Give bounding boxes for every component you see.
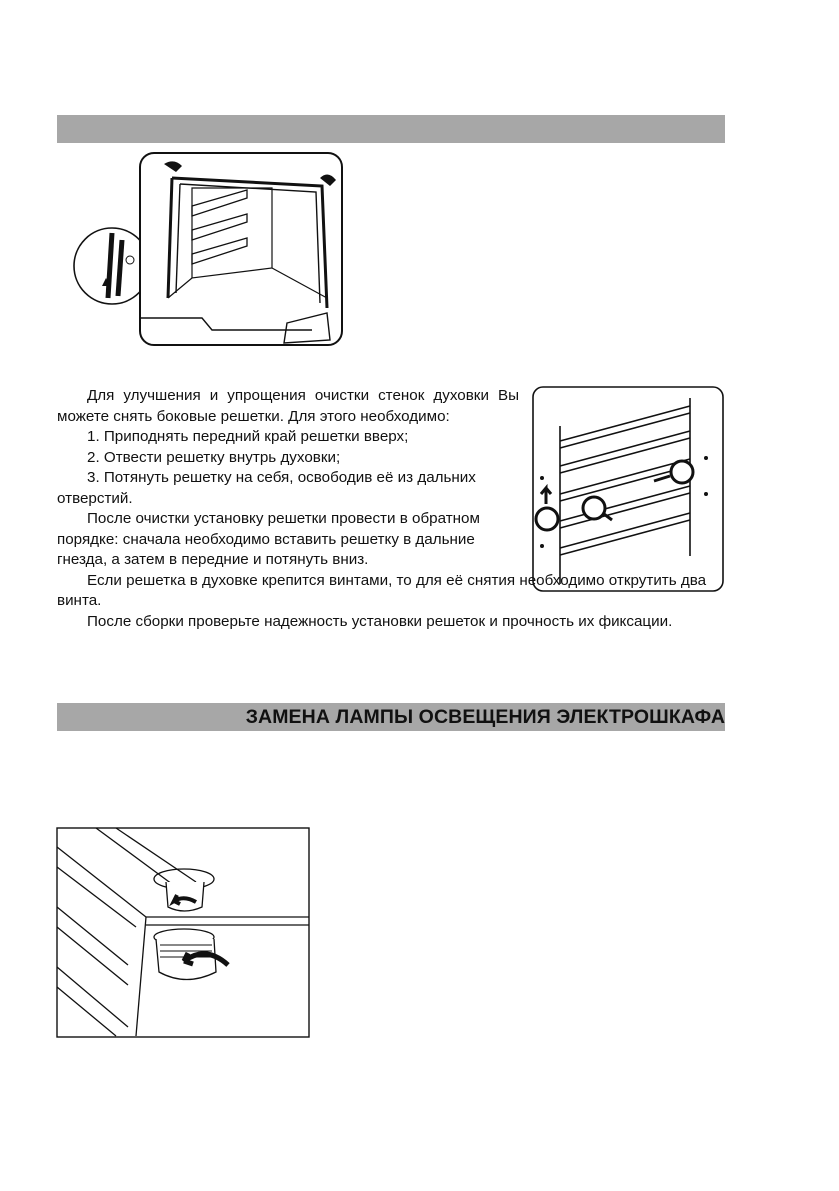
section-header-bar-lamp <box>57 703 725 731</box>
section-header-bar <box>57 115 725 143</box>
paragraph-screws: Если решетка в духовке крепится винтами, то для её снятия необходимо открутить два винта. <box>57 571 707 609</box>
section-title-lamp: ЗАМЕНА ЛАМПЫ ОСВЕЩЕНИЯ ЭЛЕКТРОШКАФА <box>245 706 725 728</box>
oven-interior-illustration <box>72 148 352 350</box>
step-2: 2. Отвести решетку внутрь духовки; <box>87 448 341 466</box>
step-3: 3. Потянуть решетку на себя, освободив её из дальних отверстий. <box>57 469 476 507</box>
paragraph-intro: Для улучшения и упрощения очистки стенок духовки Вы можете снять боковые решетки. Для этого необходимо: <box>57 387 519 425</box>
step-1: 1. Приподнять передний край решетки вверх; <box>87 428 409 445</box>
rack-cleaning-instructions <box>57 386 727 632</box>
paragraph-reassembly: После очистки установку решетки провести в обратном порядке: сначала необходимо вставить решетку в дальние гнезда, а затем в передние и потянуть вниз. <box>57 510 480 568</box>
paragraph-check: После сборки проверьте надежность установки решеток и прочность их фиксации. <box>87 612 673 630</box>
lamp-cover-illustration <box>56 827 310 1038</box>
